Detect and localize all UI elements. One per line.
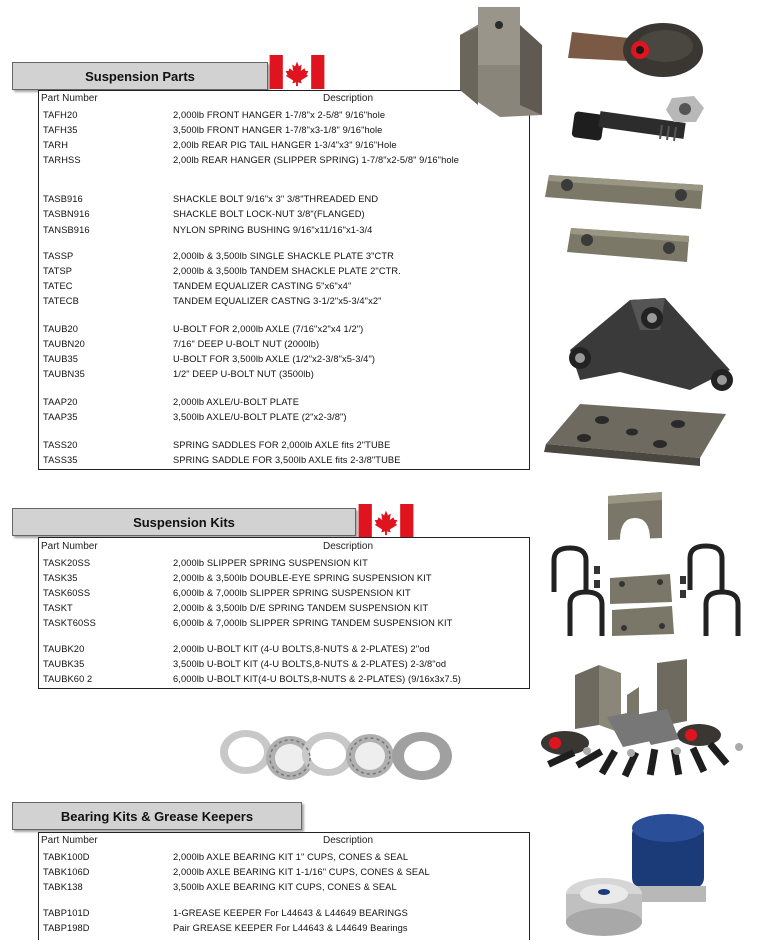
table-body xyxy=(43,833,527,941)
table-body xyxy=(43,91,527,467)
suspension-kits-table xyxy=(38,537,530,689)
part-number-cell: TASK35 xyxy=(43,573,78,583)
grease-keeper-image xyxy=(560,810,710,940)
part-number-cell: TAFH20 xyxy=(43,110,78,120)
description-cell: 2,000lb AXLE BEARING KIT 1-1/16" CUPS, CONES & SEAL xyxy=(173,867,430,877)
description-cell: 3,500lb AXLE/U-BOLT PLATE (2"x2-3/8") xyxy=(173,412,347,422)
column-header-part-number: Part Number xyxy=(41,835,98,846)
part-number-cell: TATECB xyxy=(43,296,79,306)
description-cell: U-BOLT FOR 2,000lb AXLE (7/16"x2"x4 1/2") xyxy=(173,324,364,334)
description-cell: 6,000lb & 7,000lb SLIPPER SPRING TANDEM SUSPENSION KIT xyxy=(173,618,453,628)
spring-eye-bushing-image xyxy=(568,10,718,80)
description-cell: 2,000lb U-BOLT KIT (4-U BOLTS,8-NUTS & 2-PLATES) 2"od xyxy=(173,644,430,654)
part-number-cell: TAUB35 xyxy=(43,354,79,364)
description-cell: 2,00lb REAR PIG TAIL HANGER 1-3/4"x3" 9/16"Hole xyxy=(173,140,397,150)
description-cell: 2,00lb REAR HANGER (SLIPPER SPRING) 1-7/8"x2-5/8" 9/16"hole xyxy=(173,155,460,165)
part-number-cell: TABP101D xyxy=(43,908,90,918)
column-header-part-number: Part Number xyxy=(41,93,98,104)
description-cell: 2,000lb & 3,500lb TANDEM SHACKLE PLATE 2"CTR. xyxy=(173,266,401,276)
suspension-parts-table xyxy=(38,90,530,470)
section-header-suspension-kits xyxy=(12,508,356,536)
tandem-shackle-plate-image xyxy=(565,222,695,268)
lock-nut-image xyxy=(664,92,708,126)
bearing-kit-image xyxy=(210,718,460,793)
part-number-cell: TABK138 xyxy=(43,882,83,892)
section-title: Bearing Kits & Grease Keepers xyxy=(60,808,254,824)
section-title: Suspension Parts xyxy=(85,68,195,84)
description-cell: 3,500lb FRONT HANGER 1-7/8"x3-1/8" 9/16"hole xyxy=(173,125,383,135)
part-number-cell: TAFH35 xyxy=(43,125,78,135)
table-body xyxy=(43,538,527,686)
description-cell: Pair GREASE KEEPER For L44643 & L44649 Bearings xyxy=(173,923,408,933)
column-header-description: Description xyxy=(323,541,374,552)
description-cell: 2,000lb & 3,500lb D/E SPRING TANDEM SUSPENSION KIT xyxy=(173,603,429,613)
column-header-description: Description xyxy=(323,93,374,104)
part-number-cell: TABK100D xyxy=(43,852,90,862)
part-number-cell: TAUBK60 2 xyxy=(43,674,93,684)
part-number-cell: TASS35 xyxy=(43,455,78,465)
description-cell: 2,000lb & 3,500lb SINGLE SHACKLE PLATE 3"CTR xyxy=(173,251,394,261)
part-number-cell: TARHSS xyxy=(43,155,81,165)
description-cell: SPRING SADDLE FOR 3,500lb AXLE fits 2-3/8"TUBE xyxy=(173,455,401,465)
description-cell: 1/2" DEEP U-BOLT NUT (3500lb) xyxy=(173,369,314,379)
description-cell: 6,000lb & 7,000lb SLIPPER SPRING SUSPENSION KIT xyxy=(173,588,411,598)
part-number-cell: TANSB916 xyxy=(43,225,90,235)
description-cell: SHACKLE BOLT LOCK-NUT 3/8"(FLANGED) xyxy=(173,209,365,219)
section-title: Suspension Kits xyxy=(133,514,235,530)
part-number-cell: TATEC xyxy=(43,281,73,291)
part-number-cell: TAUBN35 xyxy=(43,369,85,379)
part-number-cell: TAAP35 xyxy=(43,412,78,422)
part-number-cell: TAUBK20 xyxy=(43,644,85,654)
description-cell: 2,000lb AXLE/U-BOLT PLATE xyxy=(173,397,300,407)
description-cell: 2,000lb AXLE BEARING KIT 1" CUPS, CONES & SEAL xyxy=(173,852,409,862)
part-number-cell: TAUB20 xyxy=(43,324,79,334)
part-number-cell: TASS20 xyxy=(43,440,78,450)
description-cell: SPRING SADDLES FOR 2,000lb AXLE fits 2"TUBE xyxy=(173,440,391,450)
description-cell: 6,000lb U-BOLT KIT(4-U BOLTS,8-NUTS & 2-PLATES) (9/16x3x7.5) xyxy=(173,674,461,684)
axle-u-bolt-plate-image xyxy=(540,400,730,472)
part-number-cell: TABP198D xyxy=(43,923,90,933)
part-number-cell: TARH xyxy=(43,140,69,150)
description-cell: 2,000lb SLIPPER SPRING SUSPENSION KIT xyxy=(173,558,368,568)
column-header-description: Description xyxy=(323,835,374,846)
part-number-cell: TASB916 xyxy=(43,194,83,204)
description-cell: 1-GREASE KEEPER For L44643 & L44649 BEARINGS xyxy=(173,908,408,918)
u-bolt-kit-image xyxy=(540,540,745,650)
description-cell: 7/16" DEEP U-BOLT NUT (2000lb) xyxy=(173,339,320,349)
bearing-kits-table xyxy=(38,832,530,940)
description-cell: TANDEM EQUALIZER CASTNG 3-1/2"x5-3/4"x2" xyxy=(173,296,382,306)
description-cell: TANDEM EQUALIZER CASTING 5"x6"x4" xyxy=(173,281,352,291)
column-header-part-number: Part Number xyxy=(41,541,98,552)
part-number-cell: TAUBK35 xyxy=(43,659,85,669)
tandem-equalizer-image xyxy=(560,290,735,405)
single-shackle-plate-image xyxy=(543,165,713,217)
part-number-cell: TASK20SS xyxy=(43,558,91,568)
part-number-cell: TABK106D xyxy=(43,867,90,877)
part-number-cell: TASBN916 xyxy=(43,209,90,219)
part-number-cell: TATSP xyxy=(43,266,73,276)
front-hanger-image xyxy=(450,5,550,120)
description-cell: 3,500lb AXLE BEARING KIT CUPS, CONES & SEAL xyxy=(173,882,397,892)
description-cell: SHACKLE BOLT 9/16"x 3" 3/8"THREADED END xyxy=(173,194,379,204)
canada-flag-icon xyxy=(268,55,326,89)
description-cell: 2,000lb FRONT HANGER 1-7/8"x 2-5/8" 9/16"hole xyxy=(173,110,386,120)
description-cell: 3,500lb U-BOLT KIT (4-U BOLTS,8-NUTS & 2-PLATES) 2-3/8"od xyxy=(173,659,447,669)
section-header-bearing-kits xyxy=(12,802,302,830)
tandem-suspension-kit-image xyxy=(527,655,752,785)
part-number-cell: TASSP xyxy=(43,251,74,261)
part-number-cell: TASK60SS xyxy=(43,588,91,598)
part-number-cell: TAUBN20 xyxy=(43,339,85,349)
section-header-suspension-parts xyxy=(12,62,268,90)
part-number-cell: TASKT xyxy=(43,603,73,613)
part-number-cell: TASKT60SS xyxy=(43,618,96,628)
description-cell: NYLON SPRING BUSHING 9/16"x11/16"x1-3/4 xyxy=(173,225,373,235)
part-number-cell: TAAP20 xyxy=(43,397,78,407)
description-cell: 2,000lb & 3,500lb DOUBLE-EYE SPRING SUSPENSION KIT xyxy=(173,573,432,583)
spring-saddle-image xyxy=(604,488,666,544)
description-cell: U-BOLT FOR 3,500lb AXLE (1/2"x2-3/8"x5-3/4") xyxy=(173,354,376,364)
canada-flag-icon xyxy=(357,504,415,538)
